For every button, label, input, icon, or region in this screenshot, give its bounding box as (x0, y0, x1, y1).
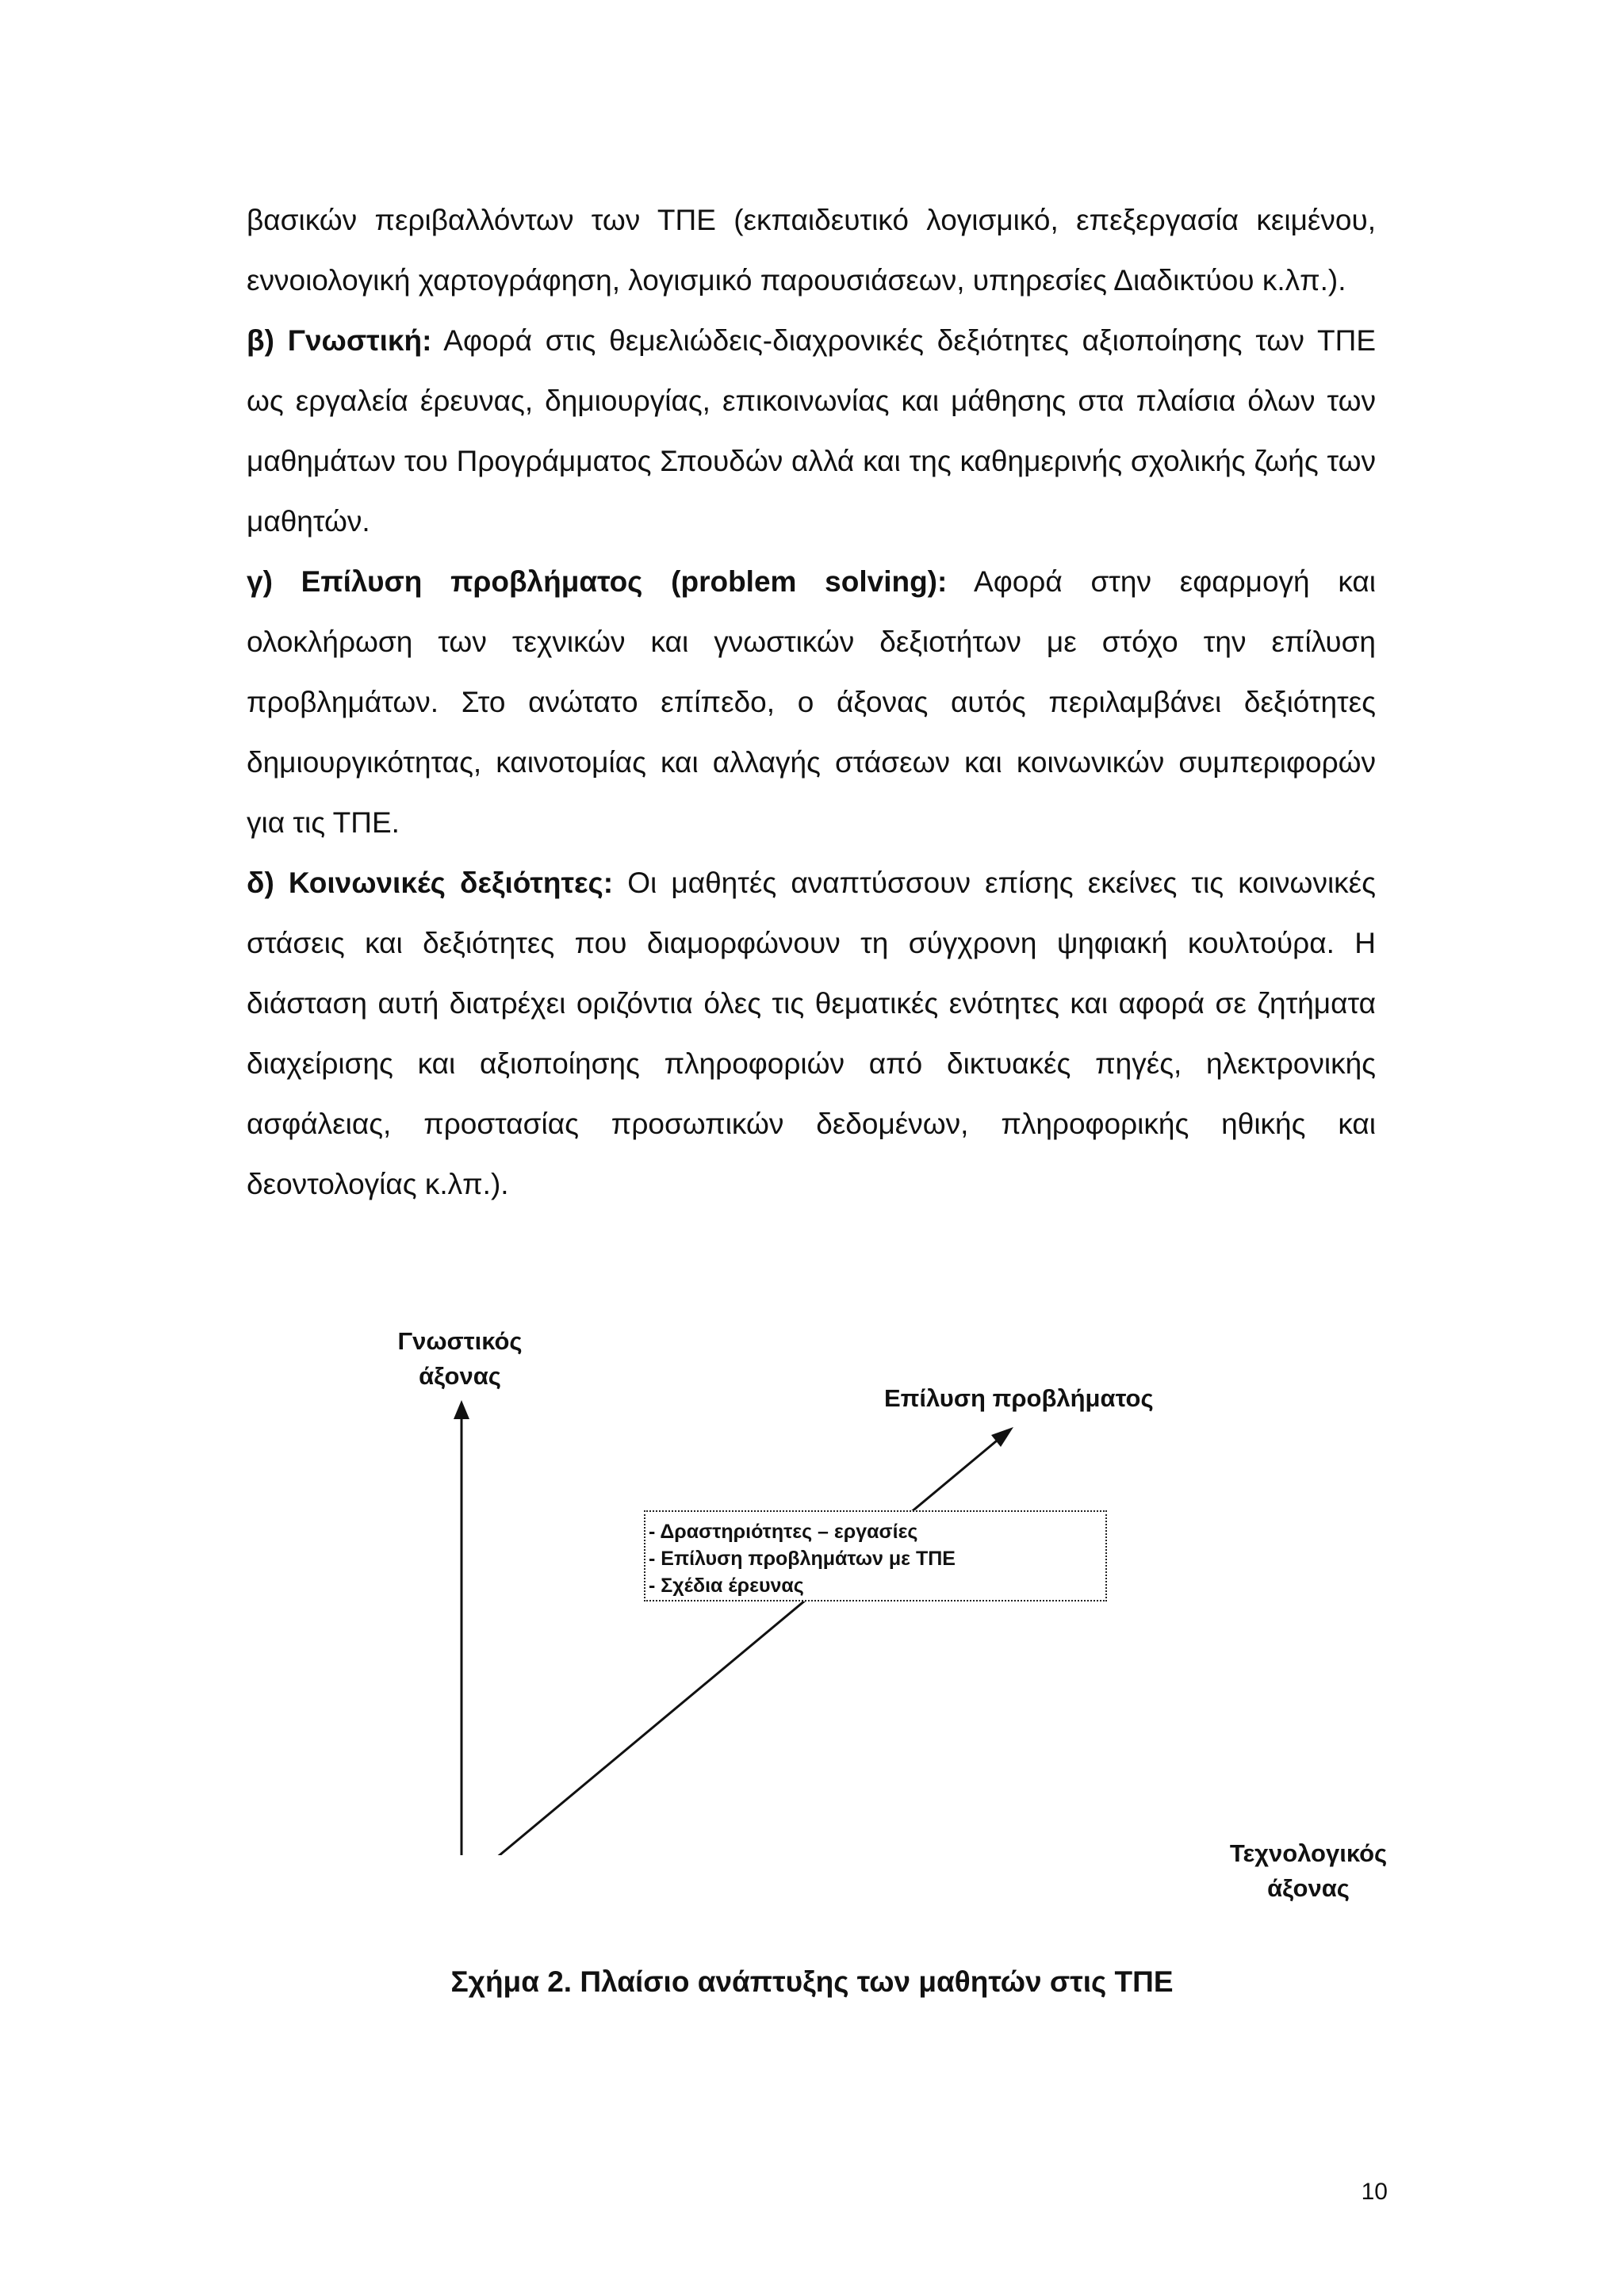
paragraph-text: Οι μαθητές αναπτύσσουν επίσης εκείνες τις κοινωνικές στάσεις και δεξιότητες που διαμορφώνουν τη σύγχρονη ψηφιακή κουλτούρα. Η διάσταση αυτή διατρέχει οριζόντια όλες τις θεματικές ενότητες και αφορά σε ζητήματα διαχείρισης και αξιοποίησης πληροφοριών από δικτυακές πηγές, ηλεκτρονικής ασφάλειας, προστασίας προσωπικών δεδομένων, πληροφορικής ηθικής και δεοντολογίας κ.λπ.). (247, 867, 1376, 1200)
figure-caption: Σχήμα 2. Πλαίσιο ανάπτυξης των μαθητών στις ΤΠΕ (450, 1965, 1174, 1998)
page-number: 10 (1361, 2179, 1388, 2205)
paragraph-social-skills (247, 853, 1376, 1215)
paragraph-cognitive (247, 311, 1376, 552)
horizontal-axis-label (1213, 1836, 1404, 1906)
box-item: - Δραστηριότητες – εργασίες (649, 1521, 918, 1543)
figure-diagram (0, 1300, 1624, 1902)
paragraph-lead: β) Γνωστική: (247, 324, 432, 357)
vertical-axis-label-line2: άξονας (419, 1362, 501, 1390)
horizontal-axis-label-line2: άξονας (1267, 1874, 1350, 1902)
body-text (247, 190, 1376, 1215)
vertical-axis-label-line1: Γνωστικός (397, 1327, 523, 1355)
paragraph-text: βασικών περιβαλλόντων των ΤΠΕ (εκπαιδευτικό λογισμικό, επεξεργασία κειμένου, εννοιολογική χαρτογράφηση, λογισμικό παρουσιάσεων, υπηρεσίες Διαδικτύου κ.λπ.). (247, 204, 1376, 297)
horizontal-axis-label-line1: Τεχνολογικός (1229, 1839, 1388, 1867)
paragraph-intro (247, 190, 1376, 311)
box-item: - Επίλυση προβλημάτων με ΤΠΕ (649, 1548, 956, 1570)
paragraph-text: Αφορά στις θεμελιώδεις-διαχρονικές δεξιότητες αξιοποίησης των ΤΠΕ ως εργαλεία έρευνας, δημιουργίας, επικοινωνίας και μάθησης στα πλαίσια όλων των μαθημάτων του Προγράμματος Σπουδών αλλά και της καθημερινής σχολικής ζωής των μαθητών. (247, 324, 1376, 538)
activities-box (644, 1510, 1107, 1601)
diagonal-label: Επίλυση προβλήματος (884, 1384, 1154, 1412)
paragraph-text: Αφορά στην εφαρμογή και ολοκλήρωση των τεχνικών και γνωστικών δεξιοτήτων με στόχο την επίλυση προβλημάτων. Στο ανώτατο επίπεδο, ο άξονας αυτός περιλαμβάνει δεξιότητες δημιουργικότητας, καινοτομίας και αλλαγής στάσεων και κοινωνικών συμπεριφορών για τις ΤΠΕ. (247, 565, 1376, 839)
paragraph-lead: γ) Επίλυση προβλήματος (problem solving): (247, 565, 948, 598)
paragraph-problem-solving (247, 552, 1376, 853)
vertical-axis-label (365, 1324, 555, 1394)
diagonal-arrow-line (462, 1433, 1005, 1855)
box-item: - Σχέδια έρευνας (649, 1575, 804, 1597)
paragraph-lead: δ) Κοινωνικές δεξιότητες: (247, 867, 614, 899)
vertical-axis-arrow (454, 1400, 469, 1419)
